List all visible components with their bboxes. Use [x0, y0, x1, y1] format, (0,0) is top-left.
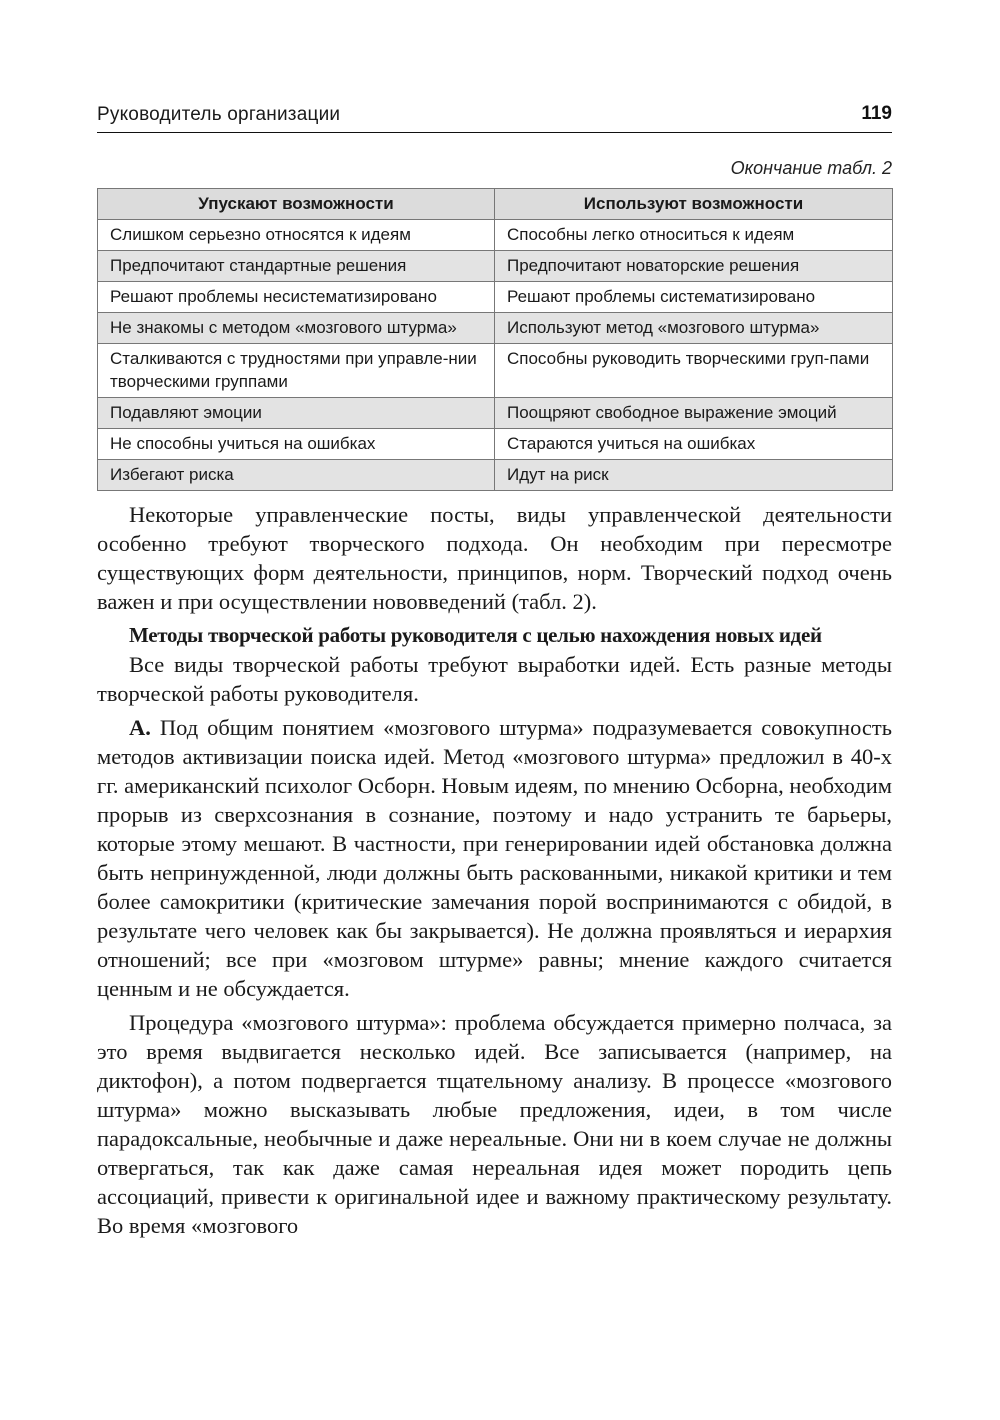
running-header	[97, 98, 892, 133]
paragraph: Процедура «мозгового штурма»: проблема обсуждается примерно полчаса, за это время выдвигается несколько идей. Все записывается (например, на диктофон), а потом подвергается тщательному анализу. В процессе «мозгового штурма» можно высказывать любые предложения, идеи, в том числе парадоксальные, необычные и даже нереальные. Они ни в коем случае не должны отвергаться, так как даже самая нереальная идея может породить цепь ассоциаций, привести к оригинальной идее и важному практическому результату. Во время «мозгового	[97, 1010, 892, 1238]
paragraph: Все виды творческой работы требуют выработки идей. Есть разные методы творческой работы руководителя.	[97, 652, 892, 706]
table-row	[98, 344, 893, 398]
table-cell: Избегают риска	[98, 460, 495, 491]
table-cell: Поощряют свободное выражение эмоций	[495, 398, 893, 429]
section-heading: Методы творческой работы руководителя с целью нахождения новых идей	[129, 623, 822, 647]
comparison-table	[97, 188, 893, 491]
table-cell: Предпочитают новаторские решения	[495, 251, 893, 282]
page-number: 119	[861, 103, 892, 124]
table-row	[98, 220, 893, 251]
table-cell: Предпочитают стандартные решения	[98, 251, 495, 282]
table-cell: Способны легко относиться к идеям	[495, 220, 893, 251]
table-row	[98, 251, 893, 282]
table-row	[98, 460, 893, 491]
table-row	[98, 398, 893, 429]
table-row	[98, 282, 893, 313]
table-row	[98, 313, 893, 344]
table-cell: Сталкиваются с трудностями при управле-нии творческими группами	[98, 344, 495, 398]
paragraph-body: Под общим понятием «мозгового штурма» подразумевается совокупность методов активизации поиска идей. Метод «мозгового штурма» предложил в 40-х гг. американский психолог Осборн. Новым идеям, по мнению Осборна, необходим прорыв из сверхсознания в сознание, поэтому и надо устранить те барьеры, которые этому мешают. В частности, при генерировании идей обстановка должна быть непринужденной, люди должны быть раскованными, никакой критики и тем более самокритики (критические замечания порой воспринимаются с обидой, в результате чего человек как бы закрывается). Не должна проявляться и иерархия отношений; все при «мозговом штурме» равны; мнение каждого считается ценным и не обсуждается.	[97, 715, 892, 1001]
paragraph	[97, 713, 892, 1003]
table-cell: Используют метод «мозгового штурма»	[495, 313, 893, 344]
table-cell: Не способны учиться на ошибках	[98, 429, 495, 460]
body-text	[97, 500, 892, 1240]
table-cell: Не знакомы с методом «мозгового штурма»	[98, 313, 495, 344]
table-cell: Способны руководить творческими груп-пами	[495, 344, 893, 398]
table-cell: Подавляют эмоции	[98, 398, 495, 429]
column-header-using: Используют возможности	[495, 189, 893, 220]
table-cell: Решают проблемы систематизировано	[495, 282, 893, 313]
running-title: Руководитель организации	[97, 104, 341, 125]
table-cell: Идут на риск	[495, 460, 893, 491]
paragraph: Некоторые управленческие посты, виды управленческой деятельности особенно требуют творческого подхода. Он необходим при пересмотре существующих форм деятельности, принципов, норм. Творческий подход очень важен и при осуществлении нововведений (табл. 2).	[97, 502, 892, 614]
table-header-row	[98, 189, 893, 220]
paragraph-lead: А.	[129, 715, 151, 740]
table-row	[98, 429, 893, 460]
table-cell: Решают проблемы несистематизировано	[98, 282, 495, 313]
column-header-missing: Упускают возможности	[98, 189, 495, 220]
table-cell: Стараются учиться на ошибках	[495, 429, 893, 460]
table-caption: Окончание табл. 2	[730, 158, 892, 178]
table-cell: Слишком серьезно относятся к идеям	[98, 220, 495, 251]
